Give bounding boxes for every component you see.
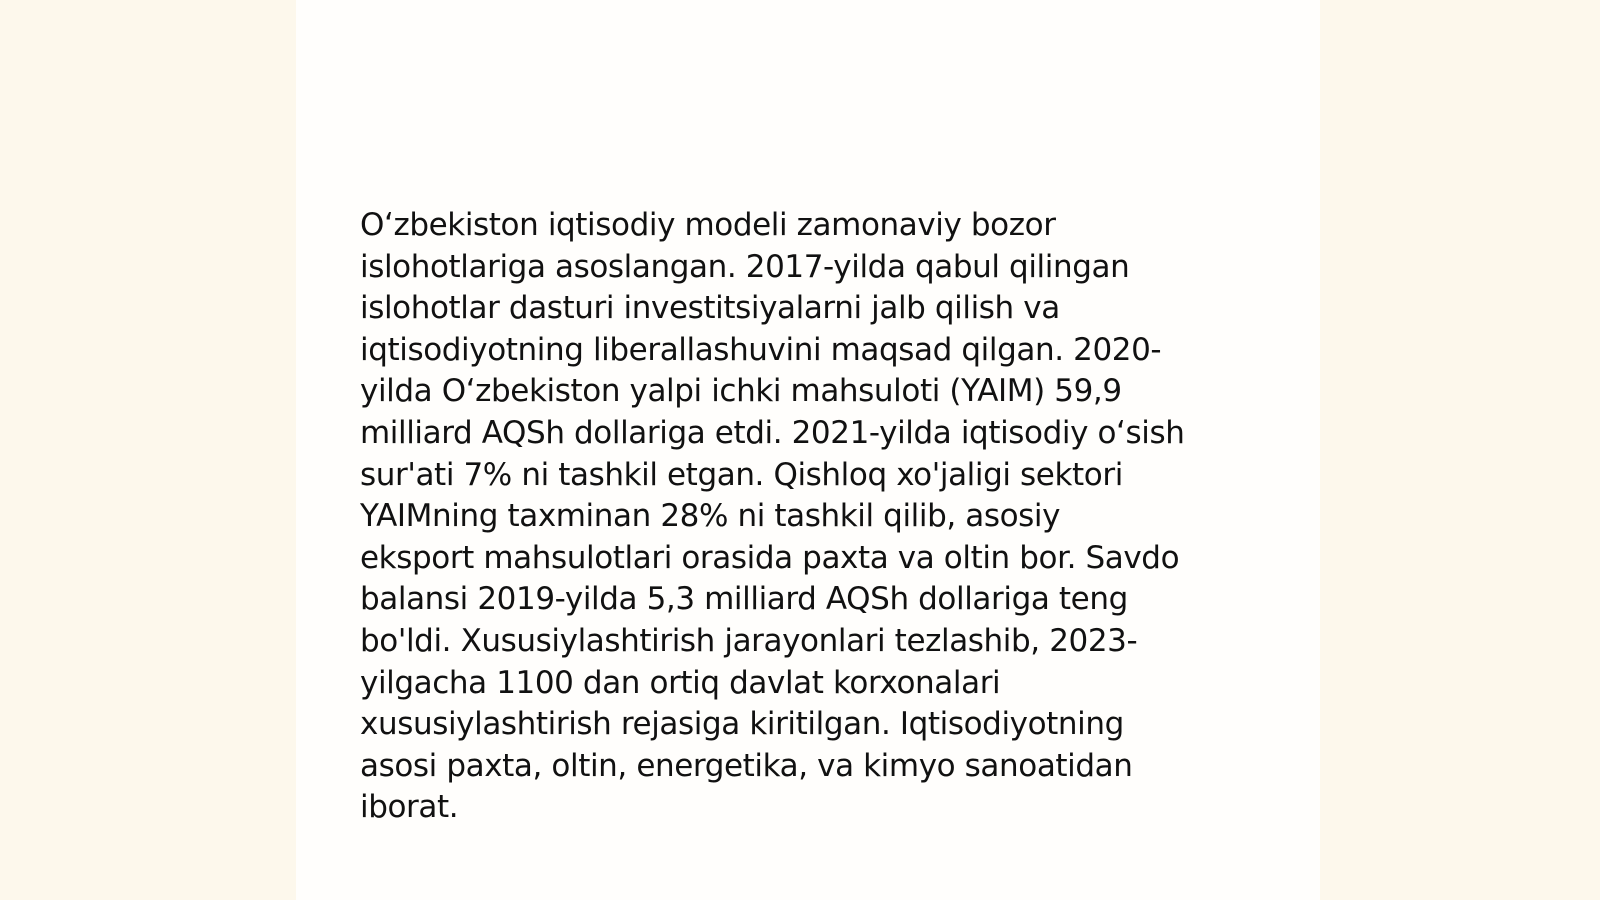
paragraph-line: eksport mahsulotlari orasida paxta va oltin bor. Savdo bbox=[360, 539, 1180, 576]
paragraph-line: balansi 2019-yilda 5,3 milliard AQSh dollariga teng bbox=[360, 581, 1128, 618]
paragraph-line: YAIMning taxminan 28% ni tashkil qilib, asosiy bbox=[360, 498, 1061, 535]
body-paragraph bbox=[360, 205, 1250, 829]
paragraph-line: sur'ati 7% ni tashkil etgan. Qishloq xo'jaligi sektori bbox=[360, 456, 1123, 493]
document-page bbox=[296, 0, 1320, 900]
paragraph-line: milliard AQSh dollariga etdi. 2021-yilda iqtisodiy o‘sish bbox=[360, 414, 1185, 451]
paragraph-line: xususiylashtirish rejasiga kiritilgan. Iqtisodiyotning bbox=[360, 706, 1124, 743]
paragraph-line: O‘zbekiston iqtisodiy modeli zamonaviy bozor bbox=[360, 207, 1056, 243]
paragraph-line: islohotlariga asoslangan. 2017-yilda qabul qilingan bbox=[360, 248, 1130, 285]
paragraph-line: yilda O‘zbekiston yalpi ichki mahsuloti (YAIM) 59,9 bbox=[360, 373, 1122, 410]
paragraph-line: bo'ldi. Xususiylashtirish jarayonlari tezlashib, 2023- bbox=[360, 622, 1138, 659]
paragraph-line: asosi paxta, oltin, energetika, va kimyo sanoatidan bbox=[360, 747, 1133, 784]
paragraph-line: iborat. bbox=[360, 789, 459, 826]
paragraph-line: yilgacha 1100 dan ortiq davlat korxonalari bbox=[360, 664, 1001, 701]
paragraph-line: iqtisodiyotning liberallashuvini maqsad qilgan. 2020- bbox=[360, 331, 1162, 368]
paragraph-line: islohotlar dasturi investitsiyalarni jalb qilish va bbox=[360, 290, 1060, 327]
